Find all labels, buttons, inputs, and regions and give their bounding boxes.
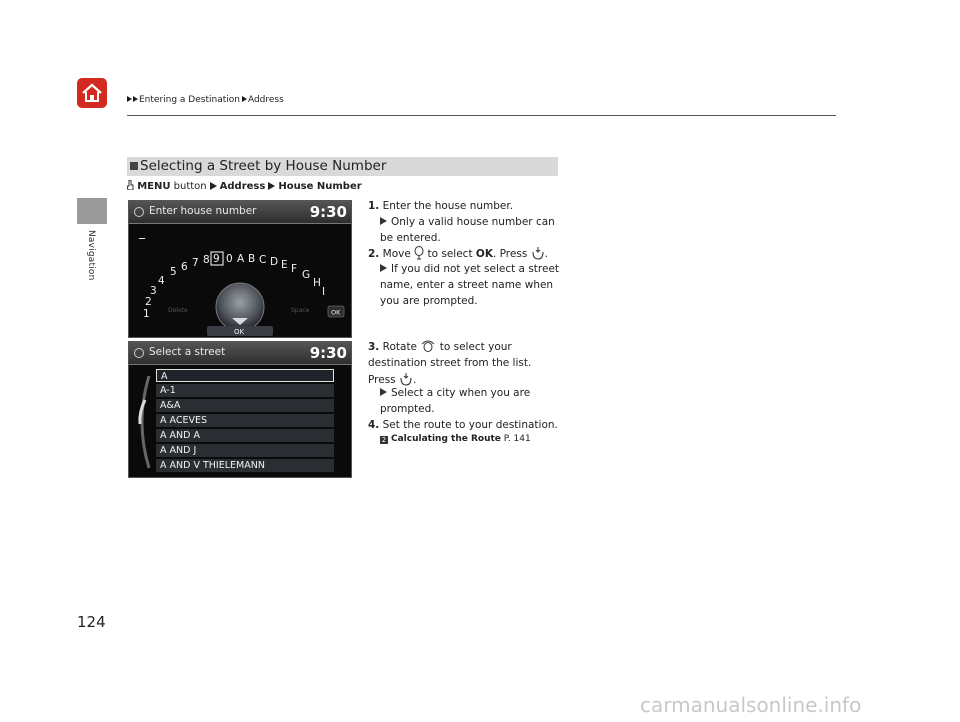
list-item-selected[interactable]: A <box>156 369 334 382</box>
step-3 <box>368 339 548 388</box>
list-item[interactable]: A-1 <box>156 384 334 397</box>
char-key[interactable]: 8 <box>203 254 210 266</box>
page-number: 124 <box>77 613 106 631</box>
list-item[interactable]: A ACEVES <box>156 414 334 427</box>
breadcrumb-arrow-icon <box>133 96 138 102</box>
step-number: 3. <box>368 341 380 353</box>
ok-key-label: OK <box>331 308 341 317</box>
letter-arc <box>129 223 351 337</box>
home-icon[interactable] <box>77 78 107 108</box>
interface-dial-move-icon <box>414 246 424 260</box>
list-item[interactable]: A AND V THIELEMANN <box>156 459 334 472</box>
menu-path-address: Address <box>219 181 266 192</box>
step-2-detail <box>380 262 562 309</box>
list-item[interactable]: A&A <box>156 399 334 412</box>
space-key: Space <box>291 307 310 314</box>
char-key[interactable]: I <box>322 286 326 298</box>
list-item[interactable]: A AND A <box>156 429 334 442</box>
step-3-detail <box>380 386 540 418</box>
screen-title: Enter house number <box>149 205 257 217</box>
interface-dial-press-icon <box>531 246 545 260</box>
menu-path <box>127 180 362 192</box>
scroll-arc-icon <box>133 372 153 472</box>
step-2 <box>368 246 563 263</box>
screen-clock: 9:30 <box>309 344 347 362</box>
step-text: . <box>544 248 548 260</box>
char-key[interactable]: E <box>281 259 288 271</box>
reference-page: P. 141 <box>503 434 531 444</box>
screen-title: Select a street <box>149 346 226 358</box>
delete-key: Delete <box>168 307 188 314</box>
char-key[interactable]: G <box>302 269 311 281</box>
char-key[interactable]: 0 <box>226 253 233 265</box>
hand-pointer-icon <box>127 180 134 190</box>
nav-status-icon <box>134 348 144 358</box>
reference-arrow-icon: 2 <box>381 436 387 444</box>
menu-button-label: MENU <box>137 181 171 192</box>
step-detail-text: Select a city when you are prompted. <box>380 387 531 415</box>
breadcrumb-item[interactable]: Entering a Destination <box>139 95 240 105</box>
step-text: . Press <box>492 248 528 260</box>
ok-label: OK <box>475 248 493 260</box>
breadcrumb-arrow-icon <box>242 96 247 102</box>
breadcrumb-arrow-icon <box>127 96 132 102</box>
list-item[interactable]: A AND J <box>156 444 334 457</box>
side-tab-marker <box>77 198 107 224</box>
side-tab-label: Navigation <box>86 230 96 281</box>
char-key[interactable]: 5 <box>170 266 177 278</box>
char-key[interactable]: 7 <box>192 257 199 269</box>
step-text: Enter the house number. <box>382 200 514 212</box>
char-key-selected[interactable]: 9 <box>213 253 220 265</box>
result-arrow-icon <box>380 264 387 272</box>
watermark: carmanualsonline.info <box>640 693 862 717</box>
breadcrumb <box>127 95 284 105</box>
reference-title: Calculating the Route <box>391 434 501 444</box>
char-key[interactable]: A <box>237 253 245 265</box>
header-divider <box>127 115 836 116</box>
char-key[interactable]: 2 <box>145 296 152 308</box>
step-text: Set the route to your destination. <box>382 419 558 431</box>
arrow-icon <box>210 182 217 190</box>
step-detail-text: If you did not yet select a street name, enter a street name when you are prompted. <box>380 263 560 307</box>
step-text: . <box>412 373 417 386</box>
step-4 <box>368 418 568 434</box>
nav-status-icon <box>134 207 144 217</box>
char-key[interactable]: 6 <box>181 261 188 273</box>
button-word: button <box>173 181 207 192</box>
step-text: to select your destination street from the list. <box>368 341 532 369</box>
screen-title-bar <box>129 342 351 365</box>
screen-clock: 9:30 <box>309 203 347 221</box>
step-number: 1. <box>368 200 380 212</box>
char-key[interactable]: C <box>259 254 267 266</box>
char-key[interactable]: 3 <box>150 285 157 297</box>
interface-dial-rotate-icon <box>420 339 436 353</box>
result-arrow-icon <box>380 388 387 396</box>
menu-path-house-number: House Number <box>278 181 362 192</box>
page-reference[interactable] <box>380 434 531 444</box>
house-icon <box>81 82 103 104</box>
screenshot-enter-house-number <box>128 200 352 338</box>
heading-square-icon <box>130 162 138 170</box>
char-key[interactable]: F <box>291 263 298 275</box>
step-text: to select <box>427 248 473 260</box>
char-key[interactable]: D <box>270 256 279 268</box>
step-text: Press <box>368 373 396 386</box>
step-text: Rotate <box>382 341 418 353</box>
input-cursor: _ <box>139 225 145 239</box>
result-arrow-icon <box>380 217 387 225</box>
char-key[interactable]: B <box>248 253 256 265</box>
ok-bottom-label: OK <box>234 328 245 336</box>
step-text: Move <box>382 248 411 260</box>
step-detail-text: Only a valid house number can be entered. <box>380 216 555 244</box>
section-heading-text: Selecting a Street by House Number <box>140 158 387 174</box>
breadcrumb-item[interactable]: Address <box>247 95 284 105</box>
step-1-detail <box>380 215 562 247</box>
char-key[interactable]: 1 <box>143 308 150 320</box>
char-key[interactable]: H <box>313 277 321 289</box>
screen-title-bar <box>129 201 351 224</box>
interface-dial-press-icon <box>399 372 413 386</box>
arrow-icon <box>268 182 275 190</box>
step-1 <box>368 199 563 215</box>
screenshot-select-street <box>128 341 352 478</box>
section-heading <box>127 157 558 176</box>
step-number: 4. <box>368 419 380 431</box>
char-key[interactable]: 4 <box>158 275 165 287</box>
step-number: 2. <box>368 248 380 260</box>
